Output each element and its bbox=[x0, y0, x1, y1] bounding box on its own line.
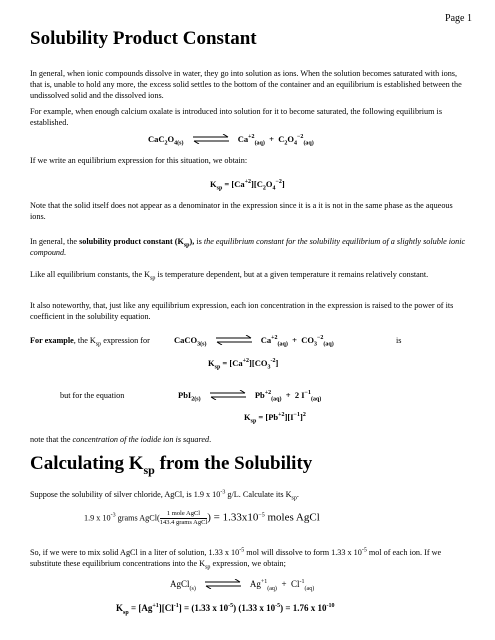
section-heading: Calculating $K_{sp}$ from the Solubility bbox=[30, 453, 313, 477]
dissolution-paragraph: So, if we were to mix solid AgCl in a liter of solution, 1.33 x $10^{-5}$ mol will dissolve to form 1.33 x $10^{-5}$ mol of each ion. If we substitute these equilibrium concentrations into the $K_{sp}$ expression, we obtain; bbox=[30, 547, 442, 571]
intro-paragraph: In general, when ionic compounds dissolve in water, they go into solution as ions. When the solution becomes saturated with ions, that is, unable to hold any more, the excess solid settles to the bottom of the container and an equilibrium is established between the undissolved solid and the dissolved ions. bbox=[30, 69, 462, 101]
silver-chloride-problem: Suppose the solubility of silver chloride, AgCl, is 1.9 x $10^{-3}$ g/L. Calculate its $K_{sp}$. bbox=[30, 489, 299, 502]
coefficient-paragraph: It also noteworthy, that, just like any equilibrium expression, each ion concentration in the expression is raised to the power of its coefficient in the solubility equation. bbox=[30, 301, 454, 322]
calcium-oxalate-equilibrium: $CaC_2O_{4(s)}$ $Ca^{+2}_{(aq)} + C_2O_4^{-2}_{(aq)}$ bbox=[148, 134, 314, 147]
conversion-calculation: 1.9 x $10^{-3}$ grams AgCl( $\frac{\text{1 mole AgCl}}{\text{143.4 grams AgCl}}$ ) = $1.33x10^{-5}$ moles AgCl bbox=[84, 510, 320, 526]
equilibrium-arrows-icon bbox=[204, 579, 242, 591]
page-number: Page 1 bbox=[445, 13, 472, 24]
example-is-word: is bbox=[396, 336, 402, 345]
page-title: Solubility Product Constant bbox=[30, 28, 257, 49]
equilibrium-arrows-icon bbox=[209, 390, 247, 402]
ksp-calcium-carbonate: $K_{sp} = [Ca^{+2}][CO_3^{-2}]$ bbox=[208, 358, 279, 371]
iodide-note: note that the concentration of the iodide ion is squared. bbox=[30, 435, 212, 444]
definition-paragraph: In general, the solubility product constant $(K_{sp})$, is the equilibrium constant for the solubility equilibrium of a slightly soluble ionic compound. bbox=[30, 237, 466, 258]
equilibrium-arrows-icon bbox=[192, 134, 230, 146]
ksp-silver-chloride-result: $K_{sp} = [Ag^{+1}][Cl^{-1}] = (1.33$ x $10^{-5}$) (1.33 x $10^{-5}) = 1.76$ x $10^{-10}$ bbox=[116, 603, 335, 616]
ksp-calcium-oxalate: $K_{sp} = [Ca^{+2}][C_2O_4^{-2}]$ bbox=[210, 179, 285, 192]
conversion-fraction: $\frac{\text{1 mole AgCl}}{\text{143.4 grams AgCl}}$ bbox=[159, 510, 208, 526]
example-pbi2-lead: but for the equation bbox=[60, 391, 125, 400]
silver-chloride-equilibrium: AgCl$_{(s)}$ $Ag^{+1}_{(aq)} + Cl^{-1}_{(aq)}$ bbox=[170, 579, 315, 592]
equilibrium-arrows-icon bbox=[215, 335, 253, 347]
ksp-lead-iodide: $K_{sp} = [Pb^{+2}][I^{-1}]^2$ bbox=[244, 412, 306, 425]
expression-intro: If we write an equilibrium expression for this situation, we obtain: bbox=[30, 156, 248, 165]
note-paragraph: Note that the solid itself does not appear as a denominator in the expression since it is a it is not in the same phase as the aqueous ions. bbox=[30, 201, 453, 222]
calcium-carbonate-equilibrium: CaCO$_{3(s)}$ $Ca^{+2}_{(aq)} + CO_3^{-2}_{(aq)}$ bbox=[174, 335, 334, 348]
temperature-paragraph: Like all equilibrium constants, the $K_{sp}$ is temperature dependent, but at a given temperature it remains relatively constant. bbox=[30, 270, 429, 282]
example-caco3-lead: For example, the $K_{sp}$ expression for bbox=[30, 336, 150, 348]
example-paragraph: For example, when enough calcium oxalate is introduced into solution for it to become saturated, the following equilibrium is established. bbox=[30, 107, 443, 128]
lead-iodide-equilibrium: PbI$_{2(s)}$ $Pb^{+2}_{(aq)} + 2$ $I^{-1}_{(aq)}$ bbox=[178, 390, 322, 403]
